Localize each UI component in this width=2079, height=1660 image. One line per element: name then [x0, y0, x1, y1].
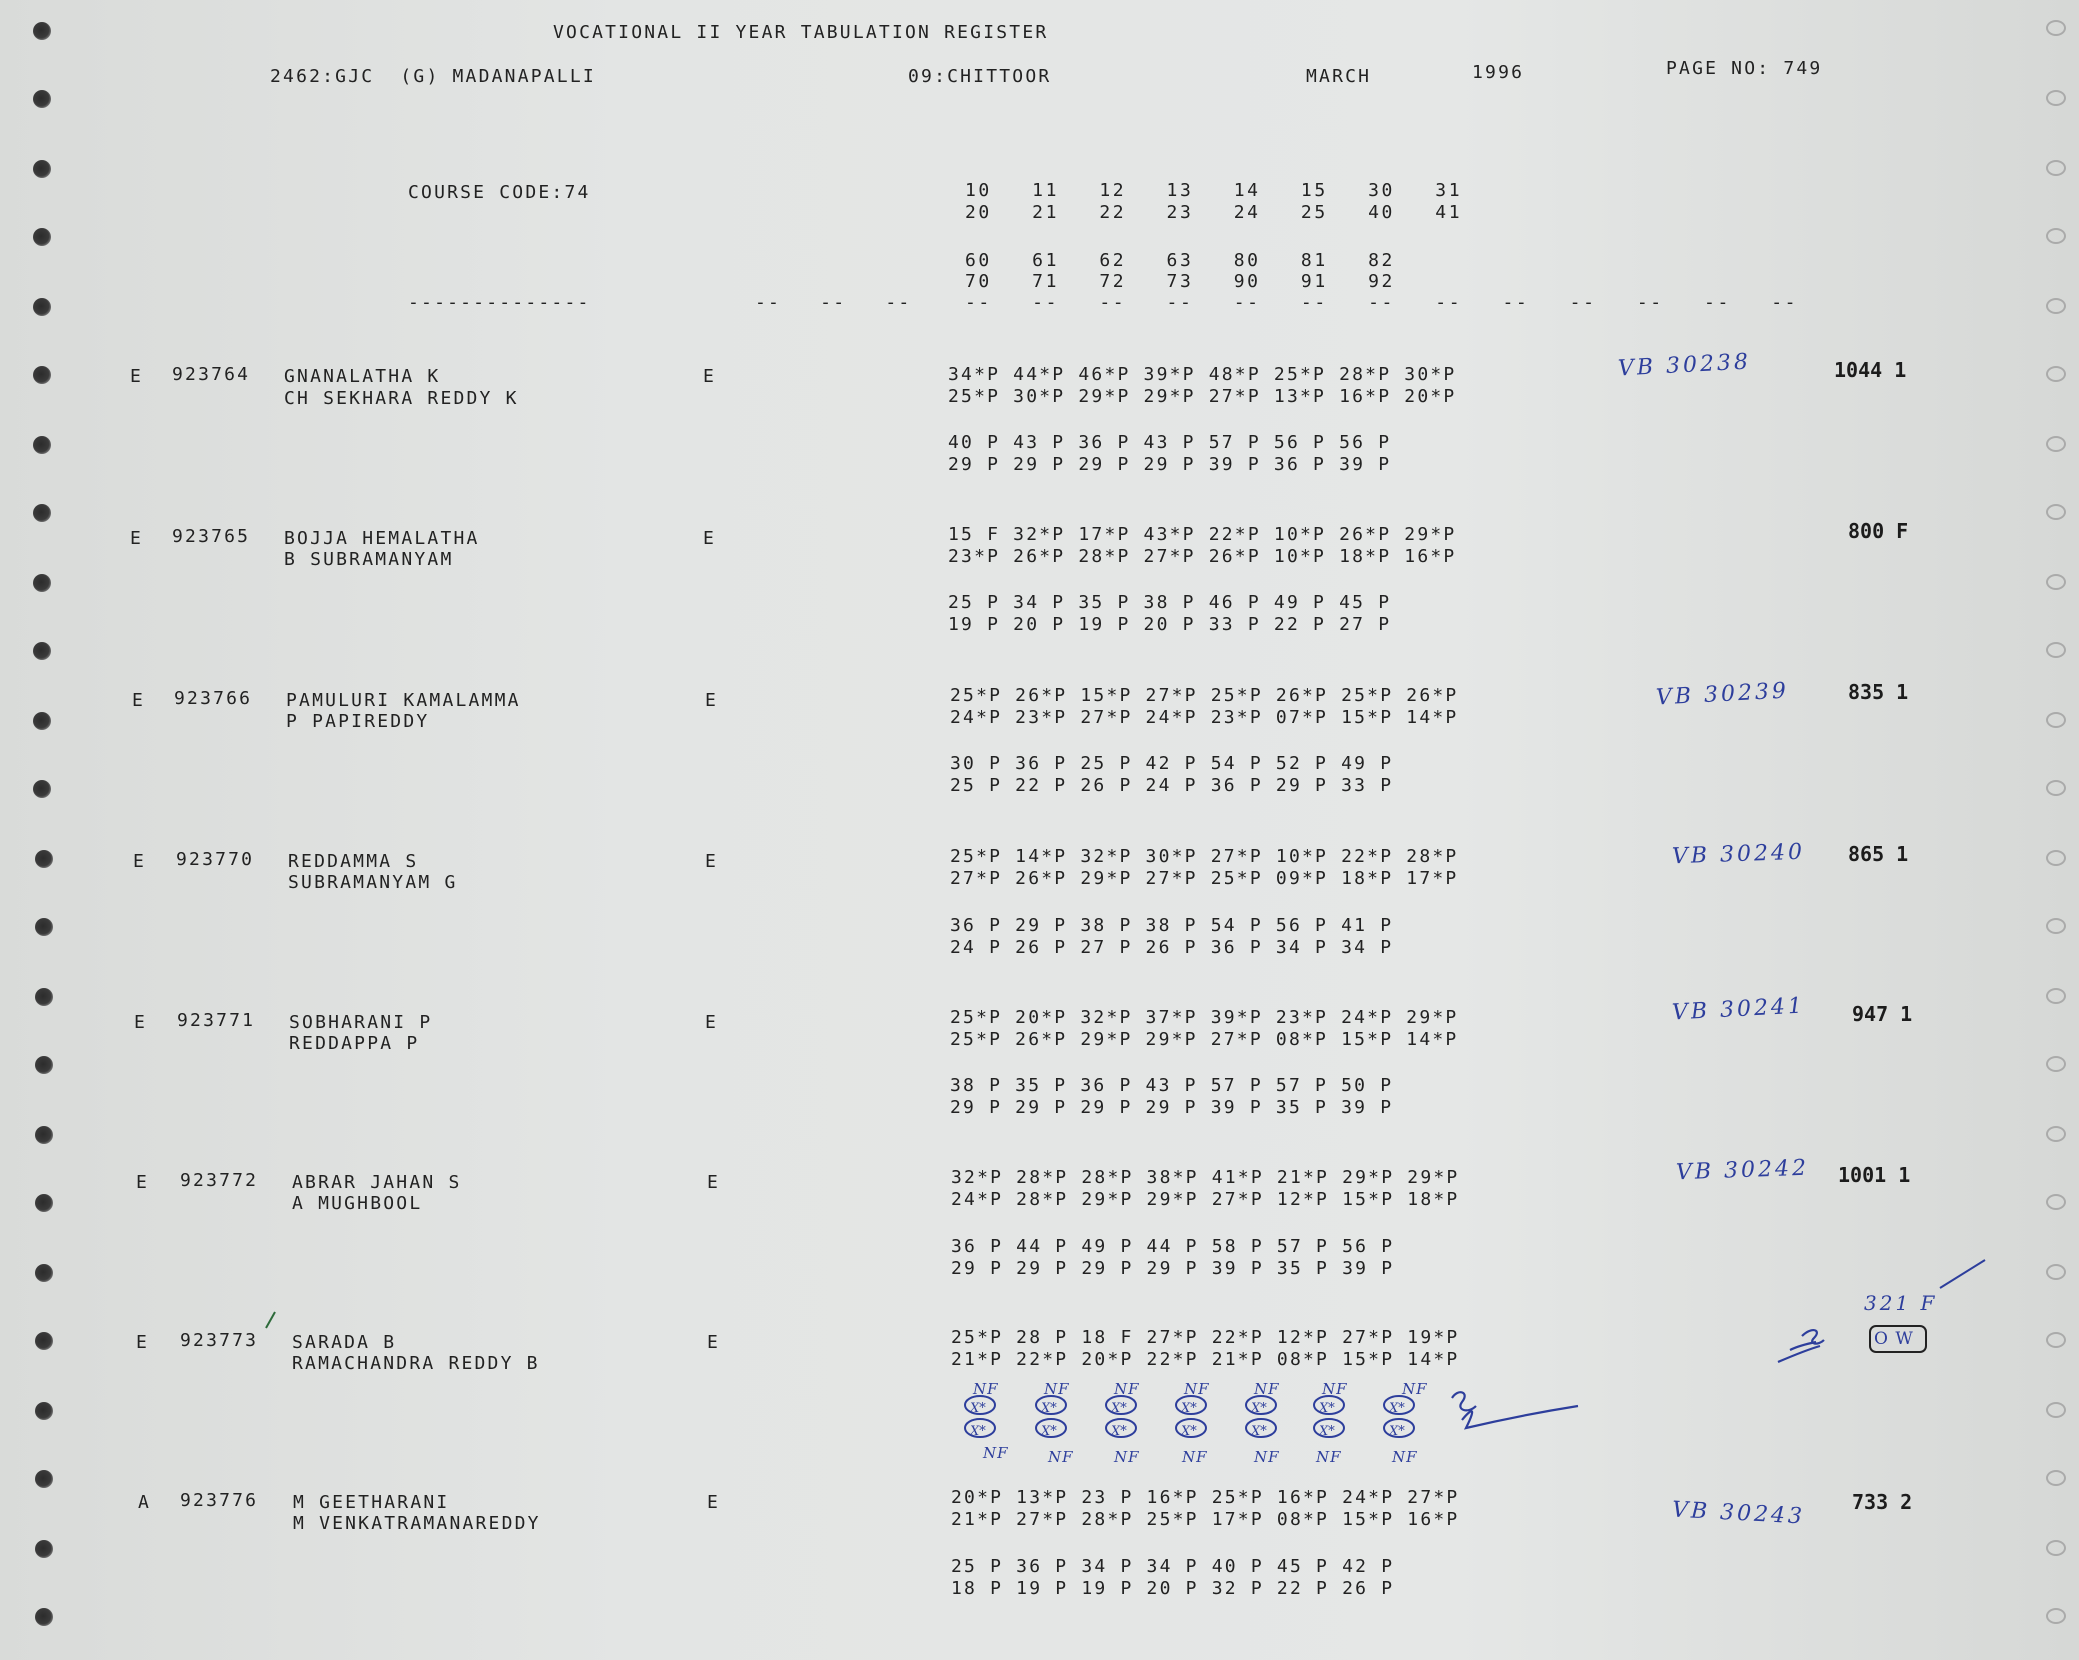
total-result: 1044 1: [1834, 358, 1907, 382]
punch-hole: [33, 22, 51, 40]
district-code: 09:CHITTOOR: [908, 66, 1052, 87]
marks-row-2: 21*P 22*P 20*P 22*P 21*P 08*P 15*P 14*P: [951, 1349, 1460, 1370]
dash-rule-left: -- -- --: [755, 292, 912, 313]
marks-row-4: 29 P 29 P 29 P 29 P 39 P 36 P 39 P: [948, 454, 1392, 475]
marks-row-3: 36 P 44 P 49 P 44 P 58 P 57 P 56 P: [951, 1236, 1395, 1257]
category: A: [138, 1492, 152, 1513]
medium: E: [703, 528, 717, 549]
ow-mark: O W: [1874, 1329, 1914, 1349]
cross-mark: X*: [1111, 1424, 1127, 1439]
nf-label: NF: [983, 1444, 1009, 1462]
marks-row-2: 24*P 23*P 27*P 24*P 23*P 07*P 15*P 14*P: [950, 707, 1459, 728]
hall-ticket-number: 923772: [180, 1170, 259, 1191]
medium: E: [707, 1492, 721, 1513]
punch-hole: [2046, 20, 2066, 36]
punch-hole: [33, 436, 51, 454]
punch-hole: [2046, 574, 2066, 590]
total-result: 865 1: [1848, 842, 1909, 866]
punch-hole: [33, 642, 51, 660]
category: E: [133, 851, 147, 872]
father-name: SUBRAMANYAM G: [288, 872, 458, 893]
cross-mark: X*: [1181, 1401, 1197, 1416]
handwritten-note: VB 30242: [1675, 1155, 1810, 1186]
marks-row-4: 24 P 26 P 27 P 26 P 36 P 34 P 34 P: [950, 937, 1394, 958]
punch-hole: [33, 366, 51, 384]
punch-hole: [2046, 918, 2066, 934]
hall-ticket-number: 923773: [180, 1330, 259, 1351]
punch-hole: [35, 988, 53, 1006]
punch-hole: [33, 712, 51, 730]
punch-hole: [35, 1264, 53, 1282]
nf-label: NF: [973, 1380, 999, 1398]
nf-label: NF: [1044, 1380, 1070, 1398]
nf-label: NF: [1114, 1448, 1140, 1466]
exam-year: 1996: [1472, 62, 1525, 83]
punch-hole: [35, 1608, 53, 1626]
total-result: 800 F: [1848, 519, 1909, 543]
student-name: M GEETHARANI: [293, 1492, 450, 1513]
punch-hole: [33, 90, 51, 108]
cross-mark: X*: [1041, 1424, 1057, 1439]
marks-row-2: 23*P 26*P 28*P 27*P 26*P 10*P 18*P 16*P: [948, 546, 1457, 567]
marks-row-1: 20*P 13*P 23 P 16*P 25*P 16*P 24*P 27*P: [951, 1487, 1460, 1508]
nf-label: NF: [1182, 1448, 1208, 1466]
page-number: PAGE NO: 749: [1666, 58, 1823, 79]
punch-hole: [2046, 1264, 2066, 1280]
punch-hole: [35, 1332, 53, 1350]
category: E: [130, 366, 144, 387]
subject-codes-row-3: 60 61 62 63 80 81 82: [965, 250, 1395, 271]
marks-row-3: 36 P 29 P 38 P 38 P 54 P 56 P 41 P: [950, 915, 1394, 936]
cross-mark: X*: [1389, 1401, 1405, 1416]
student-name: BOJJA HEMALATHA: [284, 528, 480, 549]
ow-box: [1870, 1326, 1926, 1352]
punch-hole: [2046, 1470, 2066, 1486]
cross-mark: X*: [1111, 1401, 1127, 1416]
cross-mark: X*: [1389, 1424, 1405, 1439]
punch-hole: [35, 1540, 53, 1558]
nf-label: NF: [1254, 1380, 1280, 1398]
register-title: VOCATIONAL II YEAR TABULATION REGISTER: [553, 22, 1049, 43]
marks-row-2: 21*P 27*P 28*P 25*P 17*P 08*P 15*P 16*P: [951, 1509, 1460, 1530]
initials-scribble: [1778, 1330, 1824, 1362]
medium: E: [707, 1332, 721, 1353]
nf-label: NF: [1322, 1380, 1348, 1398]
punch-hole: [33, 504, 51, 522]
marks-row-2: 25*P 26*P 29*P 29*P 27*P 08*P 15*P 14*P: [950, 1029, 1459, 1050]
marks-row-4: 25 P 22 P 26 P 24 P 36 P 29 P 33 P: [950, 775, 1394, 796]
exam-month: MARCH: [1306, 66, 1372, 87]
marks-row-4: 29 P 29 P 29 P 29 P 39 P 35 P 39 P: [951, 1258, 1395, 1279]
medium: E: [705, 1012, 719, 1033]
student-name: ABRAR JAHAN S: [292, 1172, 462, 1193]
punch-hole: [2046, 504, 2066, 520]
punch-hole: [2046, 298, 2066, 314]
cross-mark: X*: [1041, 1401, 1057, 1416]
medium: E: [705, 851, 719, 872]
handwritten-note: VB 30239: [1655, 678, 1790, 711]
medium: E: [705, 690, 719, 711]
punch-hole: [2046, 1540, 2066, 1556]
total-result: 733 2: [1852, 1490, 1913, 1514]
nf-label: NF: [1048, 1448, 1074, 1466]
punch-hole: [2046, 988, 2066, 1004]
punch-hole: [33, 160, 51, 178]
punch-hole: [35, 1056, 53, 1074]
marks-row-1: 15 F 32*P 17*P 43*P 22*P 10*P 26*P 29*P: [948, 524, 1457, 545]
punch-hole: [2046, 436, 2066, 452]
punch-hole: [35, 1470, 53, 1488]
check-tick: [266, 1312, 275, 1328]
marks-row-3: 25 P 34 P 35 P 38 P 46 P 49 P 45 P: [948, 592, 1392, 613]
marks-row-1: 34*P 44*P 46*P 39*P 48*P 25*P 28*P 30*P: [948, 364, 1457, 385]
course-code: COURSE CODE:74: [408, 182, 591, 203]
category: E: [134, 1012, 148, 1033]
punch-hole: [2046, 1126, 2066, 1142]
marks-row-1: 25*P 20*P 32*P 37*P 39*P 23*P 24*P 29*P: [950, 1007, 1459, 1028]
hall-ticket-number: 923770: [176, 849, 255, 870]
subject-codes-row-4: 70 71 72 73 90 91 92: [965, 271, 1395, 292]
father-name: A MUGHBOOL: [292, 1193, 423, 1214]
subject-codes-row-2: 20 21 22 23 24 25 40 41: [965, 202, 1463, 223]
punch-hole: [2046, 642, 2066, 658]
subject-codes-row-1: 10 11 12 13 14 15 30 31: [965, 180, 1463, 201]
punch-hole: [35, 1402, 53, 1420]
marks-row-4: 18 P 19 P 19 P 20 P 32 P 22 P 26 P: [951, 1578, 1395, 1599]
handwritten-note: VB 30238: [1617, 349, 1752, 382]
punch-hole: [33, 574, 51, 592]
total-result: 835 1: [1848, 680, 1909, 704]
marks-row-2: 24*P 28*P 29*P 29*P 27*P 12*P 15*P 18*P: [951, 1189, 1460, 1210]
handwritten-note: VB 30241: [1671, 993, 1806, 1026]
total-result: 1001 1: [1838, 1163, 1911, 1187]
signature-scribble: [1452, 1392, 1578, 1428]
punch-hole: [2046, 712, 2066, 728]
marks-row-3: 38 P 35 P 36 P 43 P 57 P 57 P 50 P: [950, 1075, 1394, 1096]
punch-hole: [33, 298, 51, 316]
punch-hole: [2046, 850, 2066, 866]
handwritten-note: VB 30240: [1671, 839, 1806, 870]
hall-ticket-number: 923766: [174, 688, 253, 709]
student-name: GNANALATHA K: [284, 366, 441, 387]
marks-row-3: 25 P 36 P 34 P 34 P 40 P 45 P 42 P: [951, 1556, 1395, 1577]
punch-hole: [35, 918, 53, 936]
punch-hole: [33, 780, 51, 798]
dash-rule-right: -- -- -- -- -- -- -- -- -- -- -- -- --: [965, 292, 1799, 313]
nf-label: NF: [1316, 1448, 1342, 1466]
father-name: P PAPIREDDY: [286, 711, 430, 732]
cross-mark: X*: [970, 1401, 986, 1416]
tick-stroke: [1940, 1260, 1985, 1288]
nf-label: NF: [1254, 1448, 1280, 1466]
marks-row-3: 30 P 36 P 25 P 42 P 54 P 52 P 49 P: [950, 753, 1394, 774]
father-name: REDDAPPA P: [289, 1033, 420, 1054]
nf-label: NF: [1114, 1380, 1140, 1398]
nf-label: NF: [1402, 1380, 1428, 1398]
marks-row-3: 40 P 43 P 36 P 43 P 57 P 56 P 56 P: [948, 432, 1392, 453]
father-name: RAMACHANDRA REDDY B: [292, 1353, 540, 1374]
nf-label: NF: [1184, 1380, 1210, 1398]
marks-row-2: 25*P 30*P 29*P 29*P 27*P 13*P 16*P 20*P: [948, 386, 1457, 407]
cross-mark: X*: [1181, 1424, 1197, 1439]
cross-mark: X*: [1251, 1424, 1267, 1439]
father-name: CH SEKHARA REDDY K: [284, 388, 519, 409]
marks-row-4: 19 P 20 P 19 P 20 P 33 P 22 P 27 P: [948, 614, 1392, 635]
college-code: 2462:GJC (G) MADANAPALLI: [270, 66, 596, 87]
category: E: [136, 1172, 150, 1193]
category: E: [136, 1332, 150, 1353]
hall-ticket-number: 923771: [177, 1010, 256, 1031]
student-name: REDDAMMA S: [288, 851, 419, 872]
medium: E: [703, 366, 717, 387]
student-name: PAMULURI KAMALAMMA: [286, 690, 521, 711]
punch-hole: [35, 1194, 53, 1212]
marks-row-1: 25*P 28 P 18 F 27*P 22*P 12*P 27*P 19*P: [951, 1327, 1460, 1348]
dash-rule: --------------: [408, 292, 591, 313]
cross-mark: X*: [970, 1424, 986, 1439]
cross-mark: X*: [1251, 1401, 1267, 1416]
punch-hole: [2046, 1056, 2066, 1072]
marks-row-2: 27*P 26*P 29*P 27*P 25*P 09*P 18*P 17*P: [950, 868, 1459, 889]
marks-row-1: 25*P 14*P 32*P 30*P 27*P 10*P 22*P 28*P: [950, 846, 1459, 867]
nf-label: NF: [1392, 1448, 1418, 1466]
punch-hole: [2046, 90, 2066, 106]
medium: E: [707, 1172, 721, 1193]
handwritten-note: VB 30243: [1671, 1497, 1806, 1530]
punch-hole: [2046, 160, 2066, 176]
hall-ticket-number: 923765: [172, 526, 251, 547]
marks-row-4: 29 P 29 P 29 P 29 P 39 P 35 P 39 P: [950, 1097, 1394, 1118]
punch-hole: [35, 850, 53, 868]
punch-hole: [2046, 228, 2066, 244]
punch-hole: [2046, 1402, 2066, 1418]
cross-mark: X*: [1319, 1424, 1335, 1439]
punch-hole: [35, 1126, 53, 1144]
punch-hole: [2046, 1194, 2066, 1210]
marks-row-1: 25*P 26*P 15*P 27*P 25*P 26*P 25*P 26*P: [950, 685, 1459, 706]
cross-mark: X*: [1319, 1401, 1335, 1416]
punch-hole: [2046, 780, 2066, 796]
category: E: [130, 528, 144, 549]
punch-hole: [2046, 1608, 2066, 1624]
hall-ticket-number: 923764: [172, 364, 251, 385]
student-name: SOBHARANI P: [289, 1012, 433, 1033]
punch-hole: [2046, 366, 2066, 382]
marks-row-1: 32*P 28*P 28*P 38*P 41*P 21*P 29*P 29*P: [951, 1167, 1460, 1188]
punch-hole: [2046, 1332, 2066, 1348]
total-result: 947 1: [1852, 1002, 1913, 1026]
handwritten-total: 321 F: [1864, 1291, 1938, 1315]
father-name: B SUBRAMANYAM: [284, 549, 454, 570]
student-name: SARADA B: [292, 1332, 397, 1353]
father-name: M VENKATRAMANAREDDY: [293, 1513, 541, 1534]
punch-hole: [33, 228, 51, 246]
category: E: [132, 690, 146, 711]
hall-ticket-number: 923776: [180, 1490, 259, 1511]
circled-x-marks: [965, 1396, 1414, 1437]
